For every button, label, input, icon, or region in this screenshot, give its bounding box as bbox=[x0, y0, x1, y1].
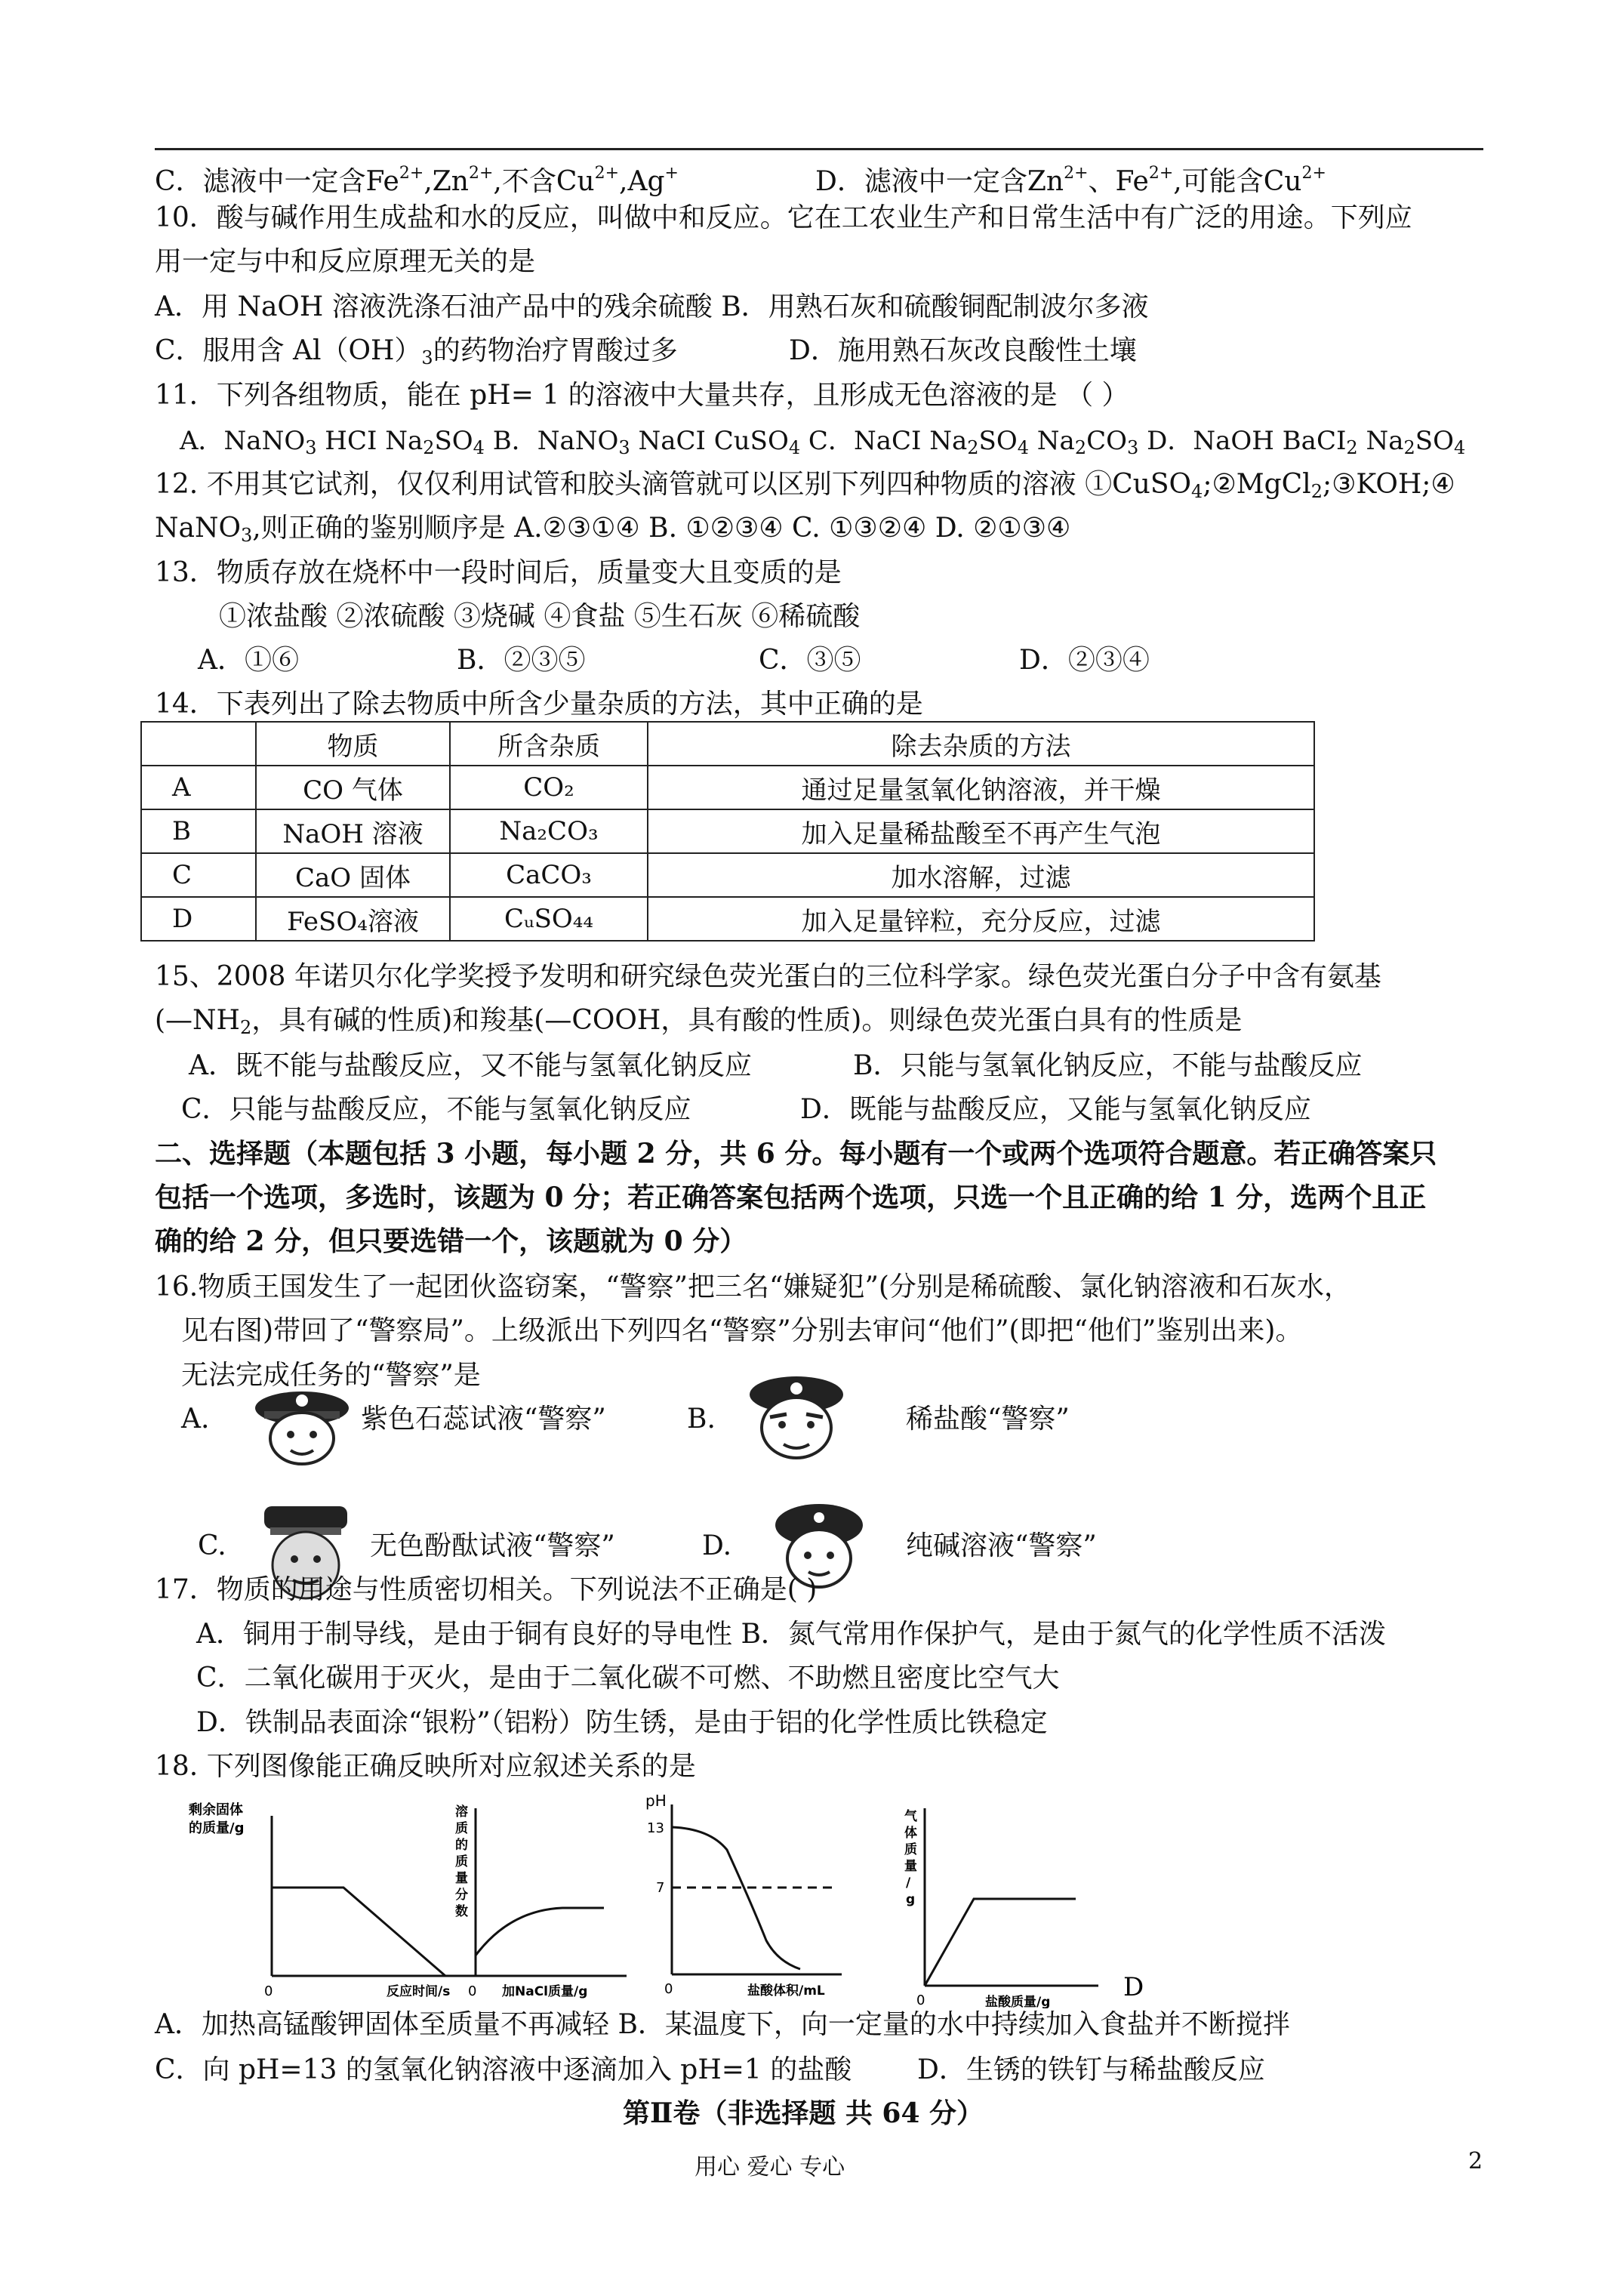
graph-a-ylabel-1: 剩余固体 bbox=[189, 1802, 243, 1818]
table-header-cell: 除去杂质的方法 bbox=[648, 722, 1314, 766]
q18-stem: 18. 下列图像能正确反映所对应叙述关系的是 bbox=[155, 1751, 696, 1782]
table-cell: A bbox=[141, 766, 256, 809]
graph-b-ylabel-char: 的 bbox=[455, 1838, 468, 1853]
q12-stem-2: NaNO$_3$,则正确的鉴别顺序是 A.②③①④ B. ①②③④ C. ①③②④ D. ②①③④ bbox=[155, 513, 1071, 546]
table-cell: CO₂ bbox=[450, 766, 648, 809]
table-cell: 加入足量锌粒，充分反应，过滤 bbox=[648, 897, 1314, 941]
table-cell: FeSO₄溶液 bbox=[256, 897, 450, 941]
graph-d-origin: 0 bbox=[916, 1992, 925, 2008]
q13-option-c: C．③⑤ bbox=[759, 645, 861, 676]
impurity-table bbox=[140, 721, 1315, 942]
table-row bbox=[141, 853, 1314, 897]
graph-c-xlabel: 盐酸体积/mL bbox=[747, 1983, 825, 1999]
header-rule bbox=[155, 148, 1483, 150]
q16-option-a-text: 紫色石蕊试液“警察” bbox=[361, 1404, 606, 1435]
graph-a-origin: 0 bbox=[264, 1983, 273, 1997]
q10-stem-2: 用一定与中和反应原理无关的是 bbox=[155, 246, 536, 277]
table-cell: CaO 固体 bbox=[256, 853, 450, 897]
q13-option-d: D．②③④ bbox=[1019, 645, 1150, 676]
q18-option-c: C．向 pH=13 的氢氧化钠溶液中逐滴加入 pH=1 的盐酸 bbox=[155, 2054, 852, 2085]
graph-d-curve bbox=[925, 1899, 1076, 1986]
table-cell: C bbox=[141, 853, 256, 897]
graph-d-ylabel-char: g bbox=[906, 1892, 916, 1907]
q15-option-a: A．既不能与盐酸反应，又不能与氢氧化钠反应 bbox=[189, 1050, 752, 1081]
graph-d-ylabel-char: 气 bbox=[904, 1809, 917, 1824]
section-2-heading-2: 包括一个选项，多选时，该题为 0 分；若正确答案包括两个选项，只选一个且正确的给 1 分，选两个且正 bbox=[155, 1182, 1427, 1213]
table-cell: Na₂CO₃ bbox=[450, 809, 648, 853]
graph-c-tick-7: 7 bbox=[656, 1880, 665, 1896]
option-9d: D．滤液中一定含$Zn^{2+}$、$Fe^{2+}$,可能含$Cu^{2+}$ bbox=[815, 164, 1326, 197]
table-cell: 通过足量氢氧化钠溶液，并干燥 bbox=[648, 766, 1314, 809]
graph-d-label: D bbox=[1123, 1972, 1144, 2002]
q17-option-d: D．铁制品表面涂“银粉”（铝粉）防生锈，是由于铝的化学性质比铁稳定 bbox=[196, 1707, 1048, 1738]
graph-b bbox=[442, 1801, 638, 2005]
q11-options: A．NaNO$_3$ HCI $Na_2SO_4$ B．NaNO$_3$ NaCI CuSO$_4$ C．NaCI $Na_2SO_4$ $Na_2CO_3$ D．NaOH BaCI$_2$ $Na_2SO_4$ bbox=[180, 426, 1466, 458]
page-number: 2 bbox=[1468, 2148, 1483, 2174]
table-cell: CO 气体 bbox=[256, 766, 450, 809]
q17-option-c: C．二氧化碳用于灭火，是由于二氧化碳不可燃、不助燃且密度比空气大 bbox=[196, 1663, 1060, 1693]
q16-option-a-letter: A. bbox=[181, 1404, 210, 1435]
table-row bbox=[141, 766, 1314, 809]
graph-d-ylabel-char: 量 bbox=[904, 1859, 917, 1874]
graph-c-tick-13: 13 bbox=[647, 1820, 664, 1836]
q12-stem-1: 12. 不用其它试剂，仅仅利用试管和胶头滴管就可以区别下列四种物质的溶液 ①CuSO$_4$;②MgCl$_2$;③KOH;④ bbox=[155, 469, 1455, 502]
part-2-title: 第Ⅱ卷（非选择题 共 64 分） bbox=[623, 2097, 984, 2129]
graph-c bbox=[638, 1789, 864, 2001]
section-2-heading-3: 确的给 2 分，但只要选错一个，该题就为 0 分） bbox=[155, 1225, 747, 1257]
q14-stem: 14．下表列出了除去物质中所含少量杂质的方法，其中正确的是 bbox=[155, 689, 923, 720]
table-header-cell: 物质 bbox=[256, 722, 450, 766]
q18-options-ab: A．加热高锰酸钾固体至质量不再减轻 B．某温度下，向一定量的水中持续加入食盐并不断搅拌 bbox=[155, 2009, 1290, 2040]
graph-b-ylabel-char: 分 bbox=[455, 1888, 468, 1903]
graph-d-xlabel: 盐酸质量/g bbox=[985, 1995, 1051, 2008]
table-cell: CᵤSO₄₄ bbox=[450, 897, 648, 941]
graph-b-origin: 0 bbox=[468, 1983, 477, 1999]
table-cell: 加入足量稀盐酸至不再产生气泡 bbox=[648, 809, 1314, 853]
q18-option-d: D．生锈的铁钉与稀盐酸反应 bbox=[917, 2054, 1265, 2085]
table-row bbox=[141, 809, 1314, 853]
graph-b-ylabel-char: 质 bbox=[455, 1821, 468, 1836]
option-9c: C．滤液中一定含$Fe^{2+},Zn^{2+}$,不含$Cu^{2+},Ag^+$ bbox=[155, 164, 679, 197]
table-header-cell bbox=[141, 722, 256, 766]
table-cell: CaCO₃ bbox=[450, 853, 648, 897]
q13-stem: 13．物质存放在烧杯中一段时间后，质量变大且变质的是 bbox=[155, 557, 842, 588]
table-cell: B bbox=[141, 809, 256, 853]
q15-option-d: D．既能与盐酸反应，又能与氢氧化钠反应 bbox=[800, 1094, 1311, 1125]
q10-stem-1: 10．酸与碱作用生成盐和水的反应，叫做中和反应。它在工农业生产和日常生活中有广泛的用途。下列应 bbox=[155, 202, 1412, 233]
table-header-row bbox=[141, 722, 1314, 766]
graph-a-xlabel: 反应时间/s bbox=[387, 1984, 451, 1997]
q16-option-b-letter: B. bbox=[687, 1404, 716, 1435]
q10-option-c: C．服用含 $Al(OH)_3$的药物治疗胃酸过多 bbox=[155, 335, 678, 368]
q13-items: ①浓盐酸 ②浓硫酸 ③烧碱 ④食盐 ⑤生石灰 ⑥稀硫酸 bbox=[219, 601, 861, 632]
graph-d bbox=[883, 1801, 1155, 2008]
q16-stem-2: 见右图)带回了“警察局”。上级派出下列四名“警察”分别去审问“他们”(即把“他们”鉴别出来)。 bbox=[181, 1315, 1303, 1346]
table-cell: NaOH 溶液 bbox=[256, 809, 450, 853]
q15-option-b: B．只能与氢氧化钠反应，不能与盐酸反应 bbox=[853, 1050, 1363, 1081]
police-face-a-icon bbox=[249, 1378, 355, 1469]
section-2-heading-1: 二、选择题（本题包括 3 小题，每小题 2 分，共 6 分。每小题有一个或两个选项符合题意。若正确答案只 bbox=[155, 1138, 1437, 1170]
table-cell: 加水溶解，过滤 bbox=[648, 853, 1314, 897]
q16-option-d-text: 纯碱溶液“警察” bbox=[906, 1530, 1097, 1561]
q16-stem-3: 无法完成任务的“警察”是 bbox=[181, 1360, 481, 1391]
graph-a bbox=[189, 1801, 483, 1997]
table-header-cell: 所含杂质 bbox=[450, 722, 648, 766]
q17-stem: 17．物质的用途与性质密切相关。下列说法不正确是( ) bbox=[155, 1574, 818, 1605]
graph-d-ylabel-char: 体 bbox=[904, 1826, 917, 1841]
q17-options-ab: A．铜用于制导线，是由于铜有良好的导电性 B．氮气常用作保护气，是由于氮气的化学性质不活泼 bbox=[196, 1619, 1386, 1650]
q16-stem-1: 16.物质王国发生了一起团伙盗窃案，“警察”把三名“嫌疑犯”(分别是稀硫酸、氯化钠溶液和石灰水， bbox=[155, 1271, 1351, 1302]
table-row bbox=[141, 897, 1314, 941]
graph-d-ylabel-char: 质 bbox=[904, 1842, 917, 1857]
q16-option-b-text: 稀盐酸“警察” bbox=[906, 1404, 1070, 1435]
q10-option-d: D．施用熟石灰改良酸性土壤 bbox=[789, 335, 1137, 366]
graph-c-origin: 0 bbox=[664, 1981, 673, 1997]
q16-option-d-letter: D. bbox=[702, 1530, 732, 1561]
graph-b-curve bbox=[476, 1908, 604, 1955]
graph-c-curve bbox=[672, 1827, 800, 1969]
q13-option-b: B．②③⑤ bbox=[457, 645, 586, 676]
graph-b-xlabel: 加NaCl质量/g bbox=[502, 1984, 588, 1999]
graph-a-ylabel-2: 的质量/g bbox=[189, 1820, 245, 1836]
q13-option-a: A．①⑥ bbox=[198, 645, 299, 676]
graph-b-ylabel-char: 数 bbox=[455, 1904, 468, 1919]
graph-b-ylabel-char: 量 bbox=[455, 1871, 468, 1886]
q16-option-c-text: 无色酚酞试液“警察” bbox=[370, 1530, 615, 1561]
q11-stem: 11．下列各组物质，能在 pH= 1 的溶液中大量共存，且形成无色溶液的是 （ ） bbox=[155, 380, 1129, 411]
graph-b-ylabel-char: 质 bbox=[455, 1854, 468, 1869]
q16-option-c-letter: C. bbox=[198, 1530, 226, 1561]
graph-a-curve bbox=[272, 1888, 445, 1976]
q10-options-ab: A．用 NaOH 溶液洗涤石油产品中的残余硫酸 B．用熟石灰和硫酸铜配制波尔多液 bbox=[155, 291, 1149, 322]
graph-b-ylabel-char: 溶 bbox=[455, 1804, 468, 1820]
table-cell: D bbox=[141, 897, 256, 941]
police-face-b-icon bbox=[740, 1370, 853, 1465]
q15-stem-1: 15、2008 年诺贝尔化学奖授予发明和研究绿色荧光蛋白的三位科学家。绿色荧光蛋白分子中含有氨基 bbox=[155, 961, 1381, 992]
graph-d-ylabel-char: / bbox=[906, 1875, 911, 1891]
footer-motto: 用心 爱心 专心 bbox=[694, 2154, 845, 2180]
q15-stem-2: ($—NH_2$，具有碱的性质)和羧基(—COOH，具有酸的性质)。则绿色荧光蛋白具有的性质是 bbox=[155, 1005, 1243, 1038]
q15-option-c: C．只能与盐酸反应，不能与氢氧化钠反应 bbox=[181, 1094, 691, 1125]
graph-c-ylabel: pH bbox=[645, 1792, 667, 1810]
